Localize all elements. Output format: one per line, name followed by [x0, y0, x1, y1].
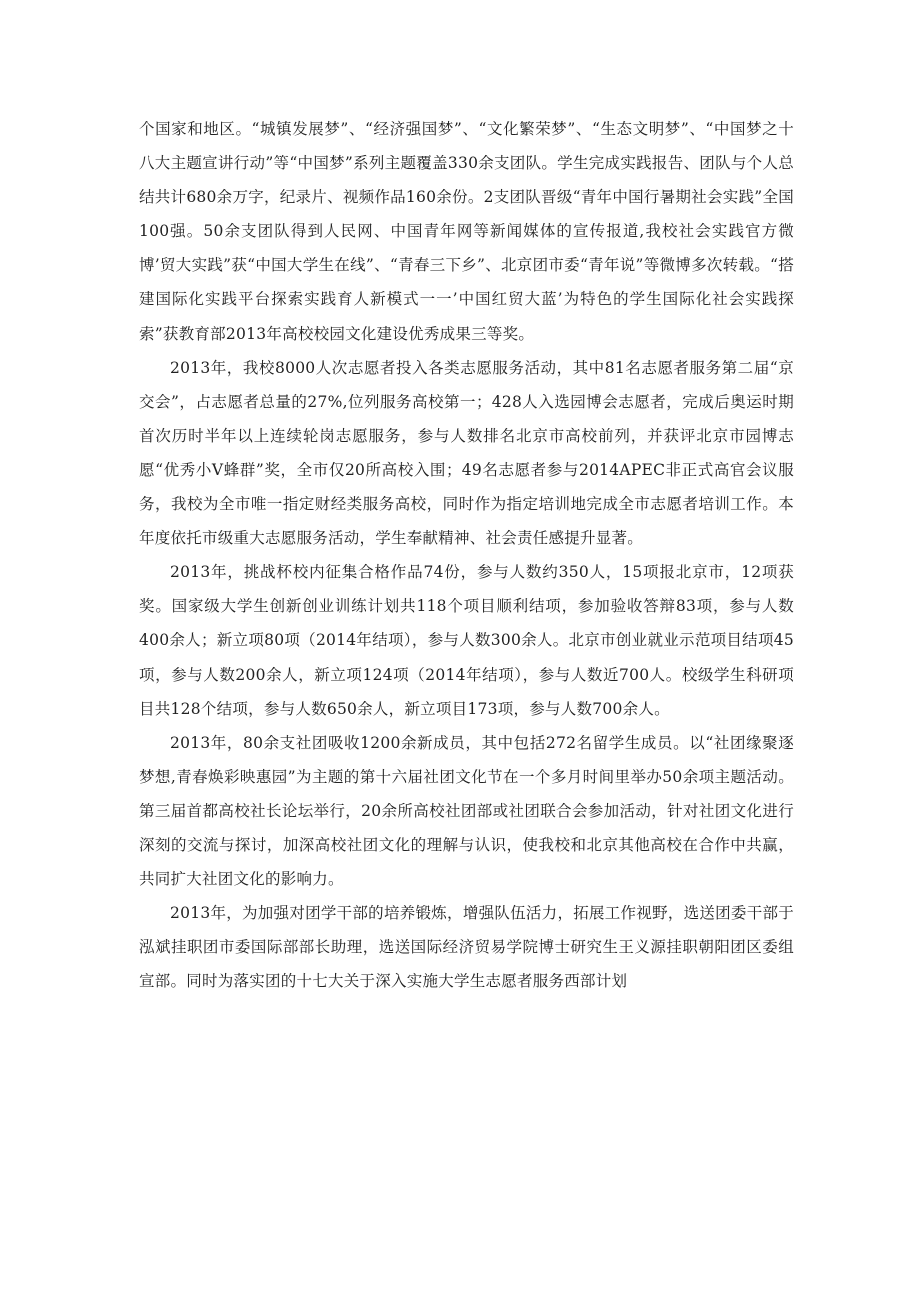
document-body	[139, 112, 794, 998]
paragraph-volunteer-service: 2013年，我校8000人次志愿者投入各类志愿服务活动，其中81名志愿者服务第二届“京交会”，占志愿者总量的27%,位列服务高校第一；428人入选园博会志愿者，完成后奥运时期首次历时半年以上连续轮岗志愿服务，参与人数排名北京市高校前列，并获评北京市园博志愿“优秀小V蜂群”奖，全市仅20所高校入围；49名志愿者参与2014APEC非正式高官会议服务，我校为全市唯一指定财经类服务高校，同时作为指定培训地完成全市志愿者培训工作。本年度依托市级重大志愿服务活动，学生奉献精神、社会责任感提升显著。	[139, 358, 794, 548]
paragraph-overseas-practice: 个国家和地区。“城镇发展梦”、“经济强国梦”、“文化繁荣梦”、“生态文明梦”、“中国梦之十八大主题宣讲行动”等“中国梦”系列主题覆盖330余支团队。学生完成实践报告、团队与个人总结共计680余万字，纪录片、视频作品160余份。2支团队晋级“青年中国行暑期社会实践”全国100强。50余支团队得到人民网、中国青年网等新闻媒体的宣传报道,我校社会实践官方微博’贸大实践”获“中国大学生在线”、“青春三下乡”、北京团市委“青年说”等微博多次转载。“搭建国际化实践平台探索实践育人新模式一一’中国红贸大蓝’为特色的学生国际化社会实践探索”获教育部2013年高校校园文化建设优秀成果三等奖。	[139, 120, 794, 343]
paragraph-student-clubs: 2013年，80余支社团吸收1200余新成员，其中包括272名留学生成员。以“社团缘聚逐梦想,青春焕彩映惠园”为主题的第十六届社团文化节在一个多月时间里举办50余项主题活动。第三届首都高校社长论坛举行，20余所高校社团部或社团联合会参加活动，针对社团文化进行深刻的交流与探讨，加深高校社团文化的理解与认识，使我校和北京其他高校在合作中共赢，共同扩大社团文化的影响力。	[139, 733, 794, 889]
paragraph-cadre-training: 2013年，为加强对团学干部的培养锻炼，增强队伍活力，拓展工作视野，选送团委干部于泓斌挂职团市委国际部部长助理，选送国际经济贸易学院博士研究生王义源挂职朝阳团区委组宣部。同时为落实团的十七大关于深入实施大学生志愿者服务西部计划	[139, 904, 794, 991]
paragraph-challenge-cup: 2013年，挑战杯校内征集合格作品74份，参与人数约350人，15项报北京市，12项获奖。国家级大学生创新创业训练计划共118个项目顺利结项，参加验收答辩83项，参与人数400余人；新立项80项（2014年结项），参与人数300余人。北京市创业就业示范项目结项45项，参与人数200余人，新立项124项（2014年结项），参与人数近700人。校级学生科研项目共128个结项，参与人数650余人，新立项目173项，参与人数700余人。	[139, 563, 794, 718]
